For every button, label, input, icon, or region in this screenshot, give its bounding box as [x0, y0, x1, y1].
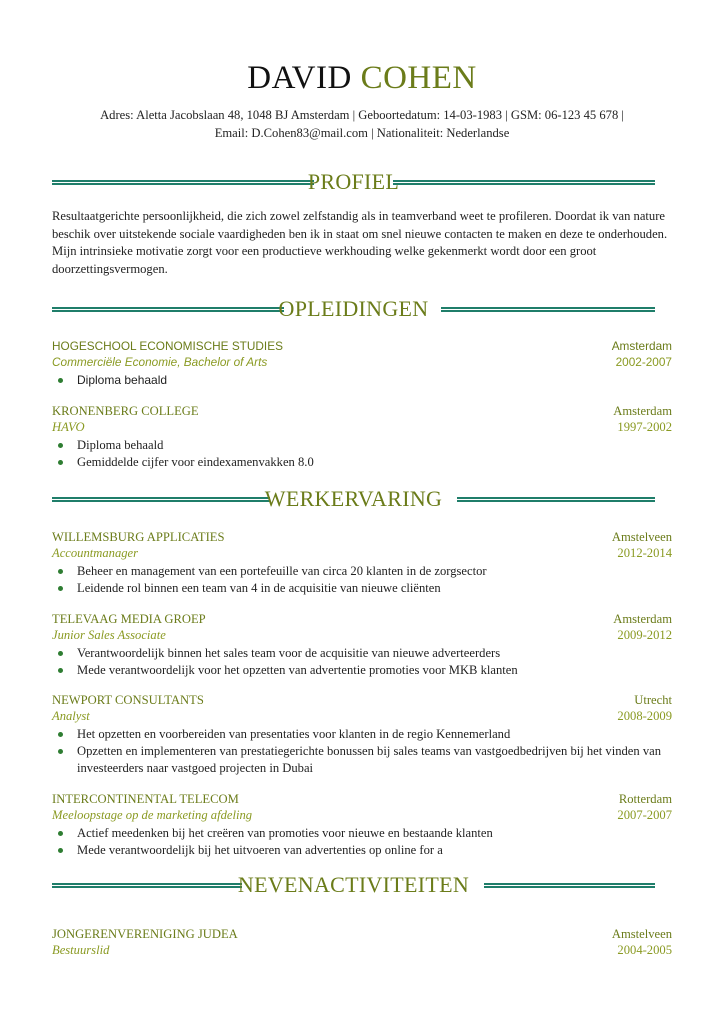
- entry-period: 2009-2012: [617, 628, 672, 642]
- entry-role: Commerciële Economie, Bachelor of Arts: [52, 355, 268, 369]
- contact-line-1: Adres: Aletta Jacobslaan 48, 1048 BJ Amsterdam | Geboortedatum: 14-03-1983 | GSM: 06-123 45 678 |: [100, 108, 624, 122]
- section-heading-opleidingen: [52, 295, 655, 325]
- entry-role: HAVO: [52, 420, 85, 434]
- last-name: COHEN: [360, 60, 477, 96]
- list-item: Leidende rol binnen een team van 4 in de acquisitie van nieuwe cliënten: [52, 580, 672, 597]
- bullet-icon: [58, 586, 63, 591]
- work-entry: [52, 529, 672, 597]
- entry-period: 2007-2007: [617, 808, 672, 822]
- candidate-name: [0, 60, 724, 96]
- list-item: Mede verantwoordelijk bij het uitvoeren van advertenties op online for a: [52, 842, 672, 859]
- bullet-icon: [58, 378, 63, 383]
- section-title: OPLEIDINGEN: [278, 296, 429, 321]
- entry-location: Amsterdam: [611, 339, 672, 353]
- section-heading-nevenactiviteiten: [52, 871, 655, 901]
- entry-period: 2004-2005: [617, 943, 672, 957]
- list-item: Diploma behaald: [52, 372, 672, 389]
- list-item: Diploma behaald: [52, 437, 672, 454]
- section-title: PROFIEL: [307, 169, 400, 194]
- entry-organization: WILLEMSBURG APPLICATIES: [52, 530, 225, 544]
- bullet-icon: [58, 831, 63, 836]
- entry-role: Accountmanager: [52, 546, 139, 560]
- profile-text: Resultaatgerichte persoonlijkheid, die zich zowel zelfstandig als in teamverband weet te profileren. Doordat ik van nature beschik over uitstekende sociale vaardigheden ben ik in staat om snel nieuwe contacten te maken en deze te onderhouden. Mijn intrinsieke motivatie zorgt voor een productieve werkhouding welke gekenmerkt wordt door een groot doorzettingsvermogen.: [52, 209, 668, 276]
- entry-organization: JONGERENVERENIGING JUDEA: [52, 927, 238, 941]
- entry-location: Amstelveen: [611, 530, 672, 544]
- education-entry: [52, 403, 672, 471]
- list-item: Beheer en management van een portefeuille van circa 20 klanten in de zorgsector: [52, 563, 672, 580]
- list-item: Het opzetten en voorbereiden van presentaties voor klanten in de regio Kennemerland: [52, 726, 672, 743]
- entry-location: Amsterdam: [613, 612, 672, 626]
- entry-organization: KRONENBERG COLLEGE: [52, 404, 199, 418]
- work-entry: [52, 791, 672, 859]
- entry-location: Amsterdam: [613, 404, 672, 418]
- entry-location: Amstelveen: [611, 927, 672, 941]
- entry-role: Bestuurslid: [52, 943, 110, 957]
- section-title: WERKERVARING: [264, 486, 443, 511]
- bullet-icon: [58, 443, 63, 448]
- section-heading-profiel: [52, 168, 655, 198]
- entry-role: Analyst: [52, 709, 90, 723]
- entry-location: Utrecht: [634, 693, 672, 707]
- work-entry: [52, 611, 672, 679]
- list-item: Opzetten en implementeren van prestatiegerichte bonussen bij sales teams van vastgoedbedrijven bij het vinden van investeerders naar vastgoed projecten in Dubai: [52, 743, 672, 777]
- entry-role: Junior Sales Associate: [52, 628, 166, 642]
- section-title: NEVENACTIVITEITEN: [237, 872, 470, 897]
- section-heading-werkervaring: [52, 485, 655, 515]
- entry-period: 2012-2014: [617, 546, 672, 560]
- list-item: Gemiddelde cijfer voor eindexamenvakken 8.0: [52, 454, 672, 471]
- entry-period: 1997-2002: [617, 420, 672, 434]
- list-item: Mede verantwoordelijk voor het opzetten van advertentie promoties voor MKB klanten: [52, 662, 672, 679]
- list-item: Verantwoordelijk binnen het sales team voor de acquisitie van nieuwe adverteerders: [52, 645, 672, 662]
- bullet-icon: [58, 460, 63, 465]
- activity-entry: [52, 926, 672, 958]
- list-item: Actief meedenken bij het creëren van promoties voor nieuwe en bestaande klanten: [52, 825, 672, 842]
- bullet-icon: [58, 651, 63, 656]
- entry-period: 2008-2009: [617, 709, 672, 723]
- contact-info: [52, 106, 672, 142]
- bullet-icon: [58, 668, 63, 673]
- bullet-icon: [58, 749, 63, 754]
- bullet-icon: [58, 732, 63, 737]
- first-name: DAVID: [247, 60, 352, 96]
- entry-organization: HOGESCHOOL ECONOMISCHE STUDIES: [52, 339, 283, 353]
- entry-period: 2002-2007: [615, 355, 672, 369]
- entry-organization: INTERCONTINENTAL TELECOM: [52, 792, 239, 806]
- work-entry: [52, 692, 672, 777]
- entry-organization: TELEVAAG MEDIA GROEP: [52, 612, 206, 626]
- bullet-icon: [58, 848, 63, 853]
- entry-organization: NEWPORT CONSULTANTS: [52, 693, 204, 707]
- contact-line-2: Email: D.Cohen83@mail.com | Nationaliteit: Nederlandse: [214, 126, 510, 140]
- entry-location: Rotterdam: [618, 792, 672, 806]
- entry-role: Meeloopstage op de marketing afdeling: [52, 808, 253, 822]
- bullet-icon: [58, 569, 63, 574]
- education-entry: [52, 338, 672, 389]
